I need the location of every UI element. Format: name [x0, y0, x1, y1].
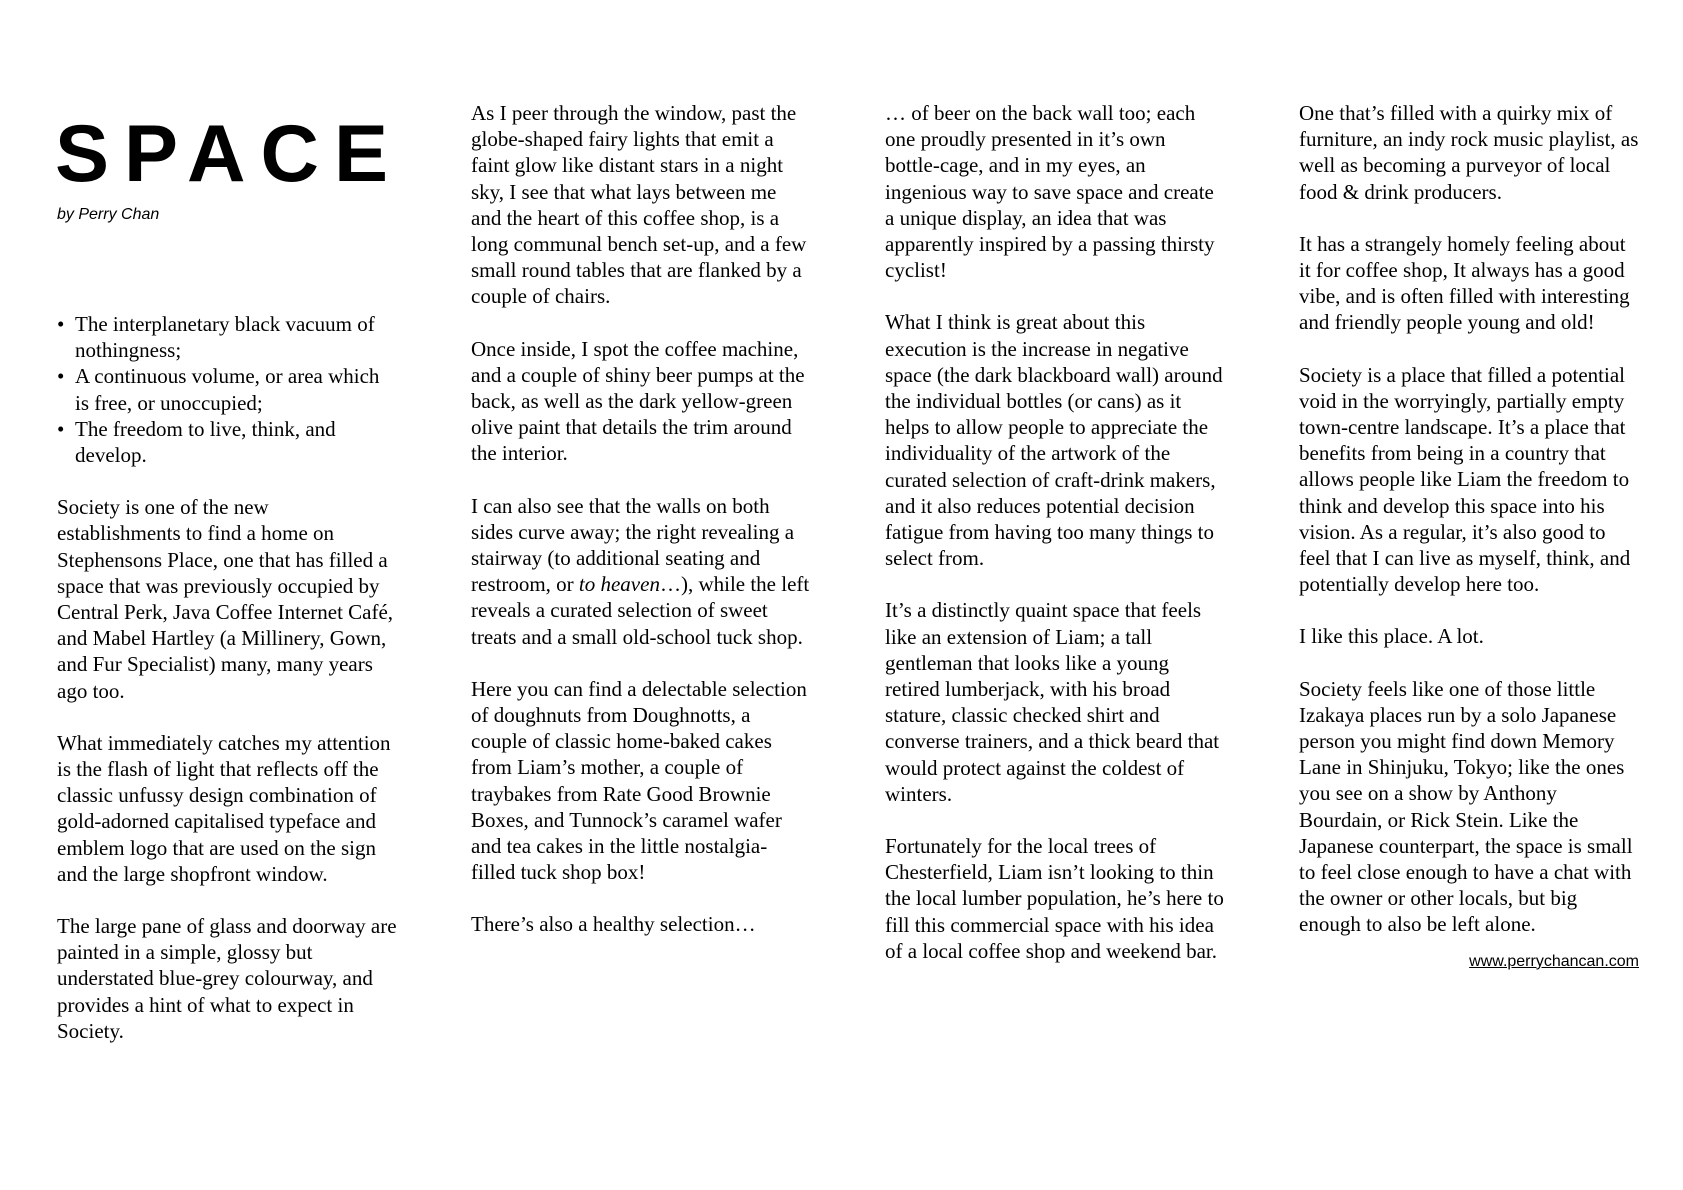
definition-text: A continuous volume, or area which is free, or unoccupied; — [75, 364, 380, 415]
paragraph: What I think is great about this execution is the increase in negative space (the dark blackboard wall) around the individual bottles (or cans) as it helps to allow people to appreciate the individuality of the artwork of the curated selection of craft-drink makers, and it also reduces potential decision fatigue from having too many things to select from. — [885, 310, 1223, 571]
paragraph: As I peer through the window, past the globe-shaped fairy lights that emit a faint glow like distant stars in a night sky, I see that what lays between me and the heart of this coffee shop, is a long communal bench set-up, and a few small round tables that are flanked by a couple of chairs. — [471, 101, 807, 309]
paragraph: It has a strangely homely feeling about it for coffee shop, It always has a good vibe, and is often filled with interesting and friendly people young and old! — [1299, 231, 1630, 335]
page-title: SPACE — [55, 109, 404, 199]
paragraph: There’s also a healthy selection… — [471, 912, 756, 937]
paragraph: Here you can find a delectable selection of doughnuts from Doughnotts, a couple of classic home-baked cakes from Liam’s mother, a couple of traybakes from Rate Good Brownie Boxes, and Tunnock’s caramel wafer and tea cakes in the little nostalgia-filled tuck shop box! — [471, 676, 807, 885]
definition-text: The interplanetary black vacuum of nothingness; — [75, 312, 375, 363]
definition-text: The freedom to live, think, and develop. — [75, 416, 336, 468]
bullet-icon: • — [57, 312, 65, 336]
website-link[interactable]: www.perrychancan.com — [1469, 952, 1639, 970]
paragraph: The large pane of glass and doorway are painted in a simple, glossy but understated blue-grey colourway, and provides a hint of what to expect in Society. — [57, 914, 397, 1043]
paragraph: I like this place. A lot. — [1299, 624, 1484, 649]
definition-list — [57, 311, 397, 468]
definition-item — [57, 416, 397, 468]
paragraph-text: I can also see that the walls on both sides curve away; the right revealing a stairway (to additional seating and restroom, or — [471, 493, 795, 597]
paragraph-text: …), while the left reveals a curated selection of sweet treats and a small old-school tuck shop. — [471, 572, 810, 649]
italic-phrase: to heaven — [578, 572, 660, 597]
paragraph: Fortunately for the local trees of Chesterfield, Liam isn’t looking to thin the local lumber population, he’s here to fill this commercial space with his idea of a local coffee shop and weekend bar. — [885, 834, 1224, 963]
bullet-icon: • — [57, 416, 65, 441]
column-3 — [885, 100, 1225, 990]
column-2 — [471, 100, 811, 964]
column-1 — [55, 100, 404, 1070]
paragraph: Society is one of the new establishments to find a home on Stephensons Place, one that has filled a space that was previously occupied by Central Perk, Java Coffee Internet Café, and Mabel Hartley (a Millinery, Gown, and Fur Specialist) many, many years ago too. — [57, 495, 394, 703]
paragraph: What immediately catches my attention is the flash of light that reflects off the classic unfussy design combination of gold-adorned capitalised typeface and emblem logo that are used on the sign and the large shopfront window. — [57, 730, 391, 886]
paragraph: Once inside, I spot the coffee machine, and a couple of shiny beer pumps at the back, as well as the dark yellow-green olive paint that details the trim around the interior. — [471, 336, 805, 466]
paragraph: Society is a place that filled a potential void in the worryingly, partially empty town-centre landscape. It’s a place that benefits from being in a country that allows people like Liam the freedom to think and develop this space into his vision. As a regular, it’s also good to feel that I can live as myself, think, and potentially develop here too. — [1299, 362, 1631, 597]
paragraph: Society feels like one of those little Izakaya places run by a solo Japanese person you might find down Memory Lane in Shinjuku, Tokyo; like the ones you see on a show by Anthony Bourdain, or Rick Stein. Like the Japanese counterpart, the space is small to feel close enough to have a chat with the owner or other locals, but big enough to also be left alone. — [1299, 676, 1633, 937]
bullet-icon: • — [57, 364, 65, 389]
byline: by Perry Chan — [57, 206, 160, 223]
column-4 — [1299, 100, 1639, 972]
paragraph: … of beer on the back wall too; each one proudly presented in it’s own bottle-cage, and in my eyes, an ingenious way to save space and create a unique display, an idea that was apparently inspired by a passing thirsty cyclist! — [885, 101, 1215, 283]
paragraph: It’s a distinctly quaint space that feels like an extension of Liam; a tall gentleman that looks like a young retired lumberjack, with his broad stature, classic checked shirt and converse trainers, and a thick beard that would protect against the coldest of winters. — [885, 598, 1220, 806]
definition-item — [57, 363, 397, 415]
definition-item — [57, 311, 397, 363]
paragraph: One that’s filled with a quirky mix of furniture, an indy rock music playlist, as well as becoming a purveyor of local food & drink producers. — [1299, 101, 1639, 204]
paragraph — [471, 493, 811, 650]
